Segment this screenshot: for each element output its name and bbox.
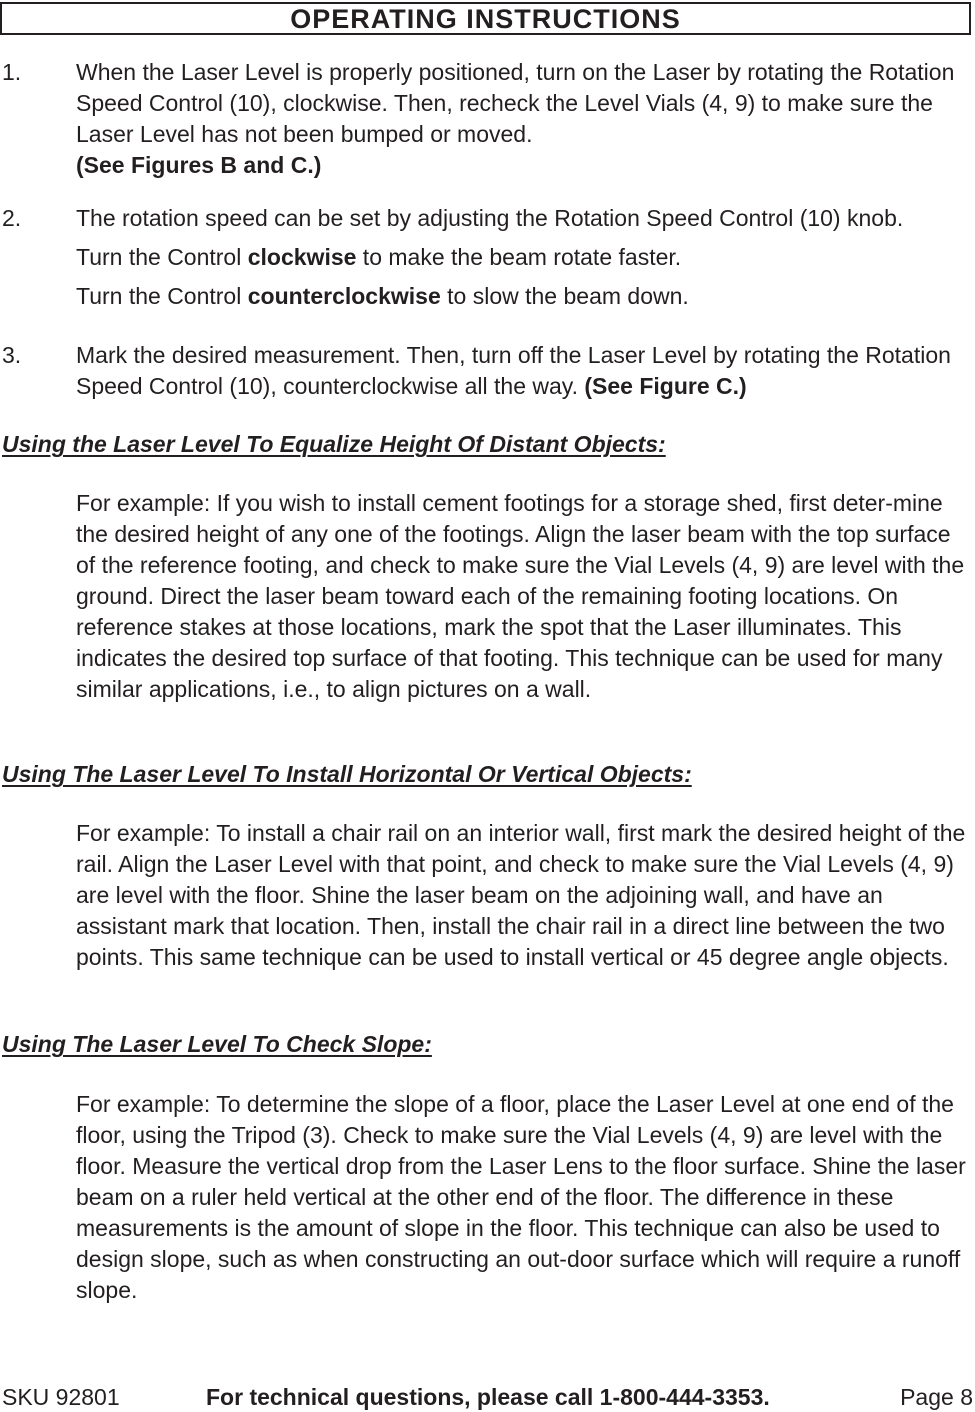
section-body-install-objects: For example: To install a chair rail on an interior wall, first mark the desired height of the rail. Align the Laser Level with that point, and check to make sure the Vial Levels (4, 9) are level with the floor. Shine the laser beam on the adjoining wall, and have an assistant mark that location. Then, install the chair rail in a direct line between the two points. This same technique can be used to install vertical or 45 degree angle objects.: [76, 820, 966, 970]
step-text: [76, 340, 973, 402]
figure-reference: (See Figures B and C.): [76, 152, 322, 178]
step-number: 2.: [2, 205, 22, 231]
note-text: Turn the Control: [76, 283, 248, 309]
section-body-equalize-height: For example: If you wish to install cement footings for a storage shed, first deter-mine the desired height of any one of the footings. Align the laser beam with the top surface of the reference footing, and check to make sure the Vial Levels (4, 9) are level with the ground. Direct the laser beam toward each of the remaining footing locations. On reference stakes at those locations, mark the spot that the Laser illuminates. This indicates the desired top surface of that footing. This technique can be used for many similar applications, i.e., to align pictures on a wall.: [76, 490, 965, 702]
note-text: to make the beam rotate faster.: [356, 244, 682, 270]
step-text: The rotation speed can be set by adjusting the Rotation Speed Control (10) knob.: [76, 205, 904, 231]
page-number: Page 8: [900, 1384, 973, 1410]
step-2-clockwise-note: [76, 242, 973, 273]
figure-reference: (See Figure C.): [584, 373, 747, 399]
section-heading-install-objects: Using The Laser Level To Install Horizontal Or Vertical Objects:: [2, 761, 692, 787]
tech-support-line: For technical questions, please call 1-800-444-3353.: [206, 1384, 770, 1410]
step-number: 3.: [2, 342, 22, 368]
page-footer: [0, 1382, 975, 1412]
page-title: OPERATING INSTRUCTIONS: [0, 2, 971, 35]
step-text-main: Mark the desired measurement. Then, turn off the Laser Level by rotating the Rotation Speed Control (10), counterclockwise all the way.: [76, 342, 951, 399]
emphasis: clockwise: [247, 244, 357, 270]
section-heading-check-slope: Using The Laser Level To Check Slope:: [2, 1031, 432, 1057]
note-text: to slow the beam down.: [440, 283, 689, 309]
section-body-check-slope: For example: To determine the slope of a floor, place the Laser Level at one end of the floor, using the Tripod (3). Check to make sure the Vial Levels (4, 9) are level with the floor. Measure the vertical drop from the Laser Lens to the floor surface. Shine the laser beam on a ruler held vertical at the other end of the floor. The difference in these measurements is the amount of slope in the floor. This technique can also be used to design slope, such as when constructing an out-door surface which will require a runoff slope.: [76, 1091, 966, 1303]
step-2-counterclockwise-note: [76, 281, 973, 312]
sku-label: SKU 92801: [2, 1384, 120, 1410]
emphasis: counterclockwise: [247, 283, 441, 309]
note-text: Turn the Control: [76, 244, 248, 270]
section-heading-equalize-height: Using the Laser Level To Equalize Height Of Distant Objects:: [2, 431, 666, 457]
step-text: When the Laser Level is properly positioned, turn on the Laser by rotating the Rotation Speed Control (10), clockwise. Then, recheck the Level Vials (4, 9) to make sure the Laser Level has not been bumped or moved.: [76, 59, 955, 147]
step-number: 1.: [2, 59, 22, 85]
